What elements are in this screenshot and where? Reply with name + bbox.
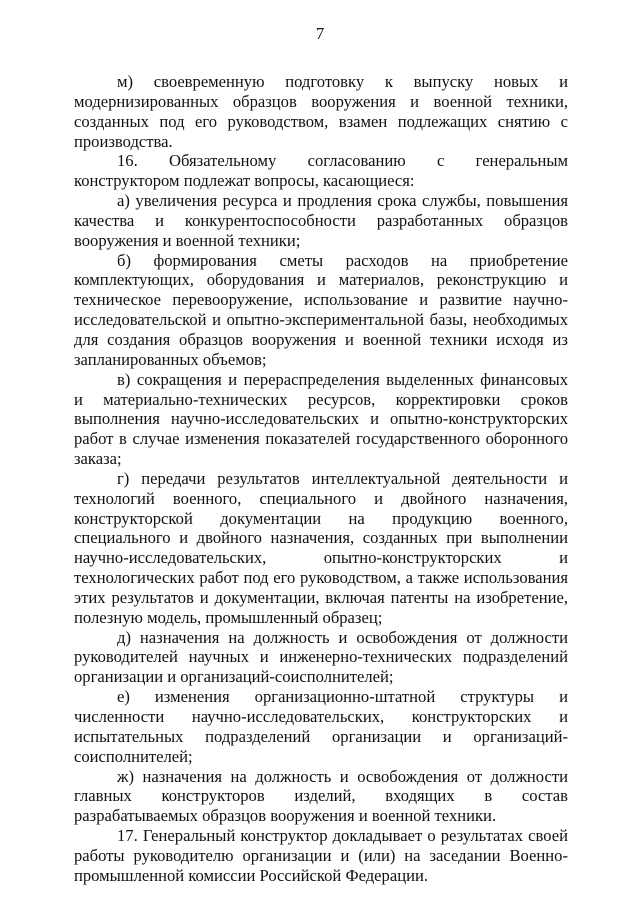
- paragraph-item-v: в) сокращения и перераспределения выделенных финансовых и материально-технических ресурсов, корректировки сроков выполнения научно-исследовательских и опытно-конструкторских работ в случае изменения показателей государственного оборонного заказа;: [74, 369, 568, 469]
- paragraph-item-a: а) увеличения ресурса и продления срока службы, повышения качества и конкурентоспособности разработанных образцов вооружения и военной техники;: [74, 191, 568, 250]
- document-body: [74, 72, 568, 886]
- paragraph-item-e: е) изменения организационно-штатной структуры и численности научно-исследовательских, конструкторских и испытательных подразделений организации и организаций-соисполнителей;: [74, 687, 568, 766]
- page-number: 7: [315, 24, 325, 43]
- paragraph-item-d: д) назначения на должность и освобождения от должности руководителей научных и инженерно-технических подразделений организации и организаций-соисполнителей;: [74, 627, 568, 687]
- paragraph-clause-16: 16. Обязательному согласованию с генеральным конструктором подлежат вопросы, касающиеся:: [74, 151, 568, 191]
- paragraph-clause-17: 17. Генеральный конструктор докладывает о результатах своей работы руководителю организации и (или) на заседании Военно-промышленной комиссии Российской Федерации.: [74, 826, 568, 885]
- paragraph-item-g: г) передачи результатов интеллектуальной деятельности и технологий военного, специального и двойного назначения, конструкторской документации на продукцию военного, специального и двойного назначения, созданных при выполнении научно-исследовательских, опытно-конструкторских и технологических работ под его руководством, а также использования этих результатов и документации, включая патенты на изобретение, полезную модель, промышленный образец;: [74, 468, 568, 627]
- paragraph-item-b: б) формирования сметы расходов на приобретение комплектующих, оборудования и материалов, реконструкцию и техническое перевооружение, использование и развитие научно-исследовательской и опытно-экспериментальной базы, необходимых для создания образцов вооружения и военной техники исходя из запланированных объемов;: [74, 250, 568, 369]
- paragraph-item-m: м) своевременную подготовку к выпуску новых и модернизированных образцов вооружения и военной техники, созданных под его руководством, взамен подлежащих снятию с производства.: [74, 72, 568, 151]
- paragraph-item-zh: ж) назначения на должность и освобождения от должности главных конструкторов изделий, входящих в состав разрабатываемых образцов вооружения и военной техники.: [74, 766, 568, 826]
